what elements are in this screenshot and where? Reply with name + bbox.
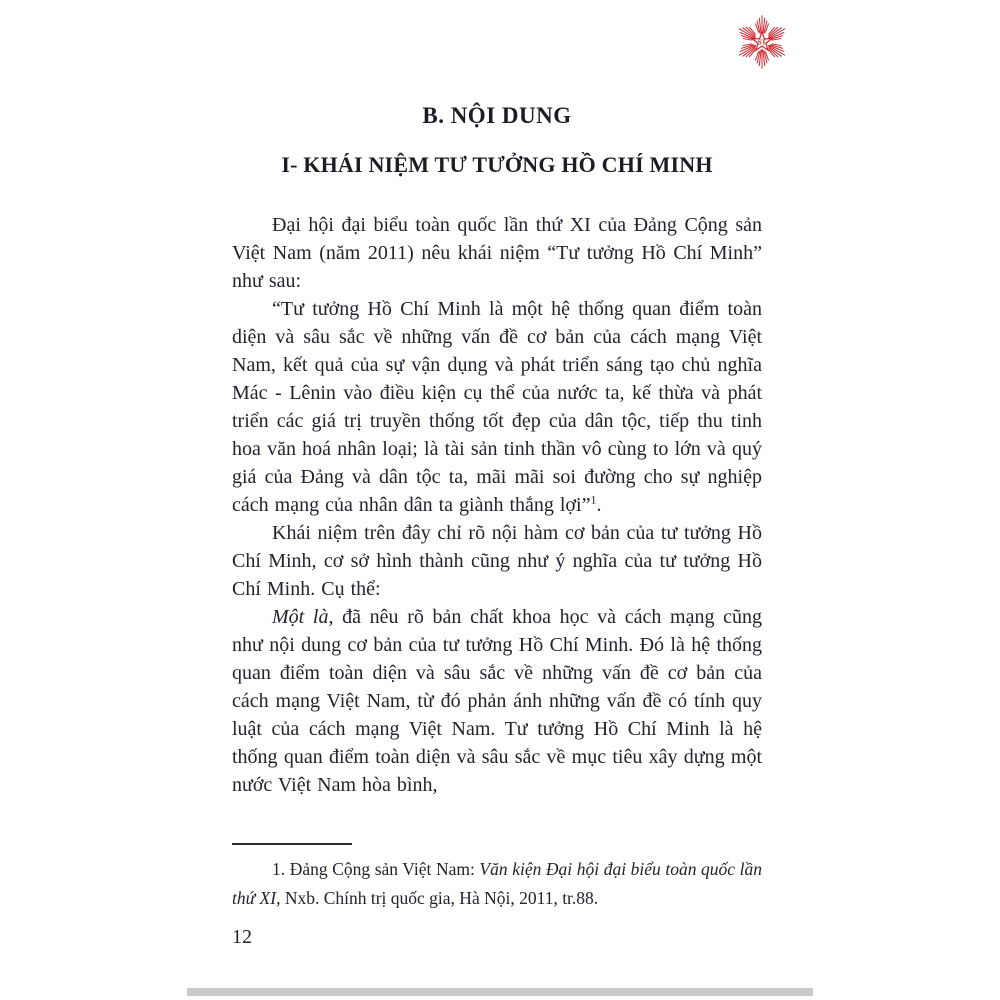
footnote-text (232, 855, 762, 913)
paragraph-3-text: Khái niệm trên đây chỉ rõ nội hàm cơ bản của tư tưởng Hồ Chí Minh, cơ sở hình thành cũng như ý nghĩa của tư tưởng Hồ Chí Minh. Cụ thể: (232, 522, 762, 600)
paragraph-4-text: , đã nêu rõ bản chất khoa học và cách mạng cũng như nội dung cơ bản của tư tưởng Hồ Chí Minh. Đó là hệ thống quan điểm toàn diện và sâu sắc về những vấn đề cơ bản của cách mạng Việt Nam, từ đó phản ánh những vấn đề có tính quy luật của cách mạng Việt Nam. Tư tưởng Hồ Chí Minh là hệ thống quan điểm toàn diện và sâu sắc về mục tiêu xây dựng một nước Việt Nam hòa bình, (232, 606, 762, 796)
body-paragraphs (232, 211, 762, 799)
paragraph-2-text: . (596, 494, 602, 516)
logo-monogram: ST (757, 39, 767, 47)
footnote-italic: Văn kiện Đại hội đại biểu toàn quốc lần thứ XI (232, 859, 763, 908)
footnote-text: , Nxb. Chính trị quốc gia, Hà Nội, 2011, tr.88. (276, 888, 599, 908)
section-heading: B. NỘI DUNG (422, 103, 572, 128)
paragraph-2-superscript: 1 (590, 492, 597, 507)
publisher-logo-icon (733, 13, 791, 71)
chapter-heading: I- KHÁI NIỆM TƯ TƯỞNG HỒ CHÍ MINH (281, 152, 713, 177)
paragraph-1 (232, 211, 762, 295)
paragraph-1-text: Đại hội đại biểu toàn quốc lần thứ XI của Đảng Cộng sản Việt Nam (năm 2011) nêu khái niệm “Tư tưởng Hồ Chí Minh” như sau: (232, 214, 762, 292)
footnote-divider (232, 843, 352, 845)
paragraph-2-text: “Tư tưởng Hồ Chí Minh là một hệ thống quan điểm toàn diện và sâu sắc về những vấn đề cơ bản của cách mạng Việt Nam, kết quả của sự vận dụng và phát triển sáng tạo chủ nghĩa Mác - Lênin vào điều kiện cụ thể của nước ta, kế thừa và phát triển các giá trị truyền thống tốt đẹp của dân tộc, tiếp thu tinh hoa văn hoá nhân loại; là tài sản tinh thần vô cùng to lớn và quý giá của Đảng và dân tộc ta, mãi mãi soi đường cho sự nghiệp cách mạng của nhân dân ta giành thắng lợi” (232, 298, 762, 516)
paragraph-2 (232, 295, 762, 519)
paragraph-4 (232, 603, 762, 799)
paragraph-4-italic: Một là (272, 606, 329, 628)
footnote-text: 1. Đảng Cộng sản Việt Nam: (272, 859, 480, 879)
paragraph-3 (232, 519, 762, 603)
page-number: 12 (232, 926, 252, 948)
page-content (232, 103, 762, 799)
page-bottom-edge-shadow (187, 988, 813, 996)
footnote-block (232, 843, 762, 913)
